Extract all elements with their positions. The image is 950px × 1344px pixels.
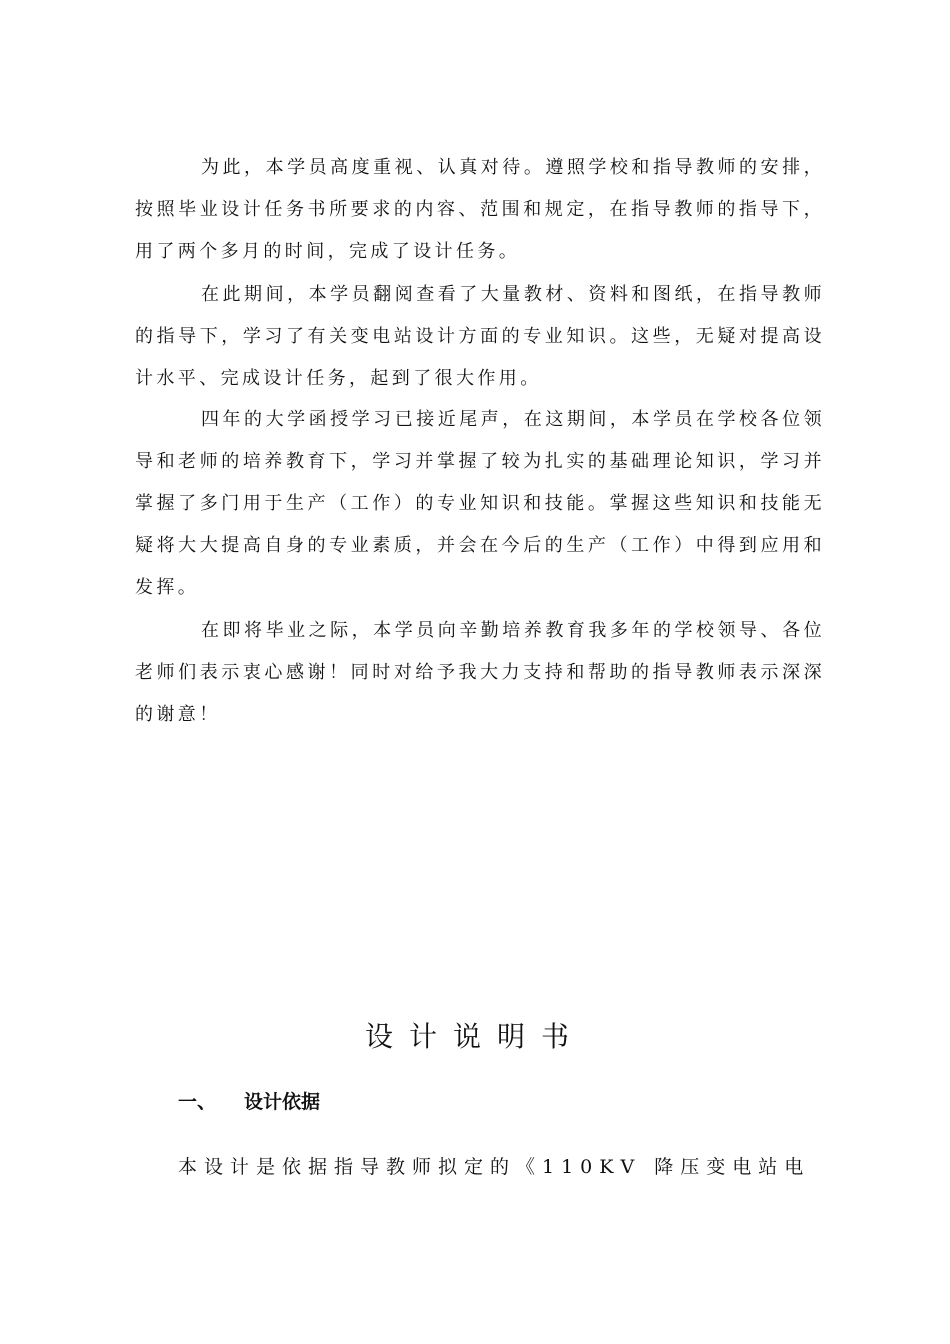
paragraph-2: 在此期间，本学员翻阅查看了大量教材、资料和图纸，在指导教师的指导下，学习了有关变电站设计方面的专业知识。这些，无疑对提高设计水平、完成设计任务，起到了很大作用。 [135,284,825,389]
section-body-text: 本设计是依据指导教师拟定的《110KV 降压变电站电 [178,1156,811,1178]
section-title: 设计说明书 [364,1020,585,1053]
section-heading-text: 设计依据 [244,1091,321,1113]
paragraph-3: 四年的大学函授学习已接近尾声，在这期间，本学员在学校各位领导和老师的培养教育下，学习并掌握了较为扎实的基础理论知识，学习并掌握了多门用于生产（工作）的专业知识和技能。掌握这些知识和技能无疑将大大提高自身的专业素质，并会在今后的生产（工作）中得到应用和发挥。 [135,409,825,598]
paragraph-1: 为此，本学员高度重视、认真对待。遵照学校和指导教师的安排，按照毕业设计任务书所要求的内容、范围和规定，在指导教师的指导下，用了两个多月的时间，完成了设计任务。 [135,157,825,262]
paragraph-4: 在即将毕业之际，本学员向辛勤培养教育我多年的学校领导、各位老师们表示衷心感谢！同时对给予我大力支持和帮助的指导教师表示深深的谢意！ [135,620,825,725]
section-heading [178,1084,320,1120]
section-number: 一、 [178,1091,217,1113]
